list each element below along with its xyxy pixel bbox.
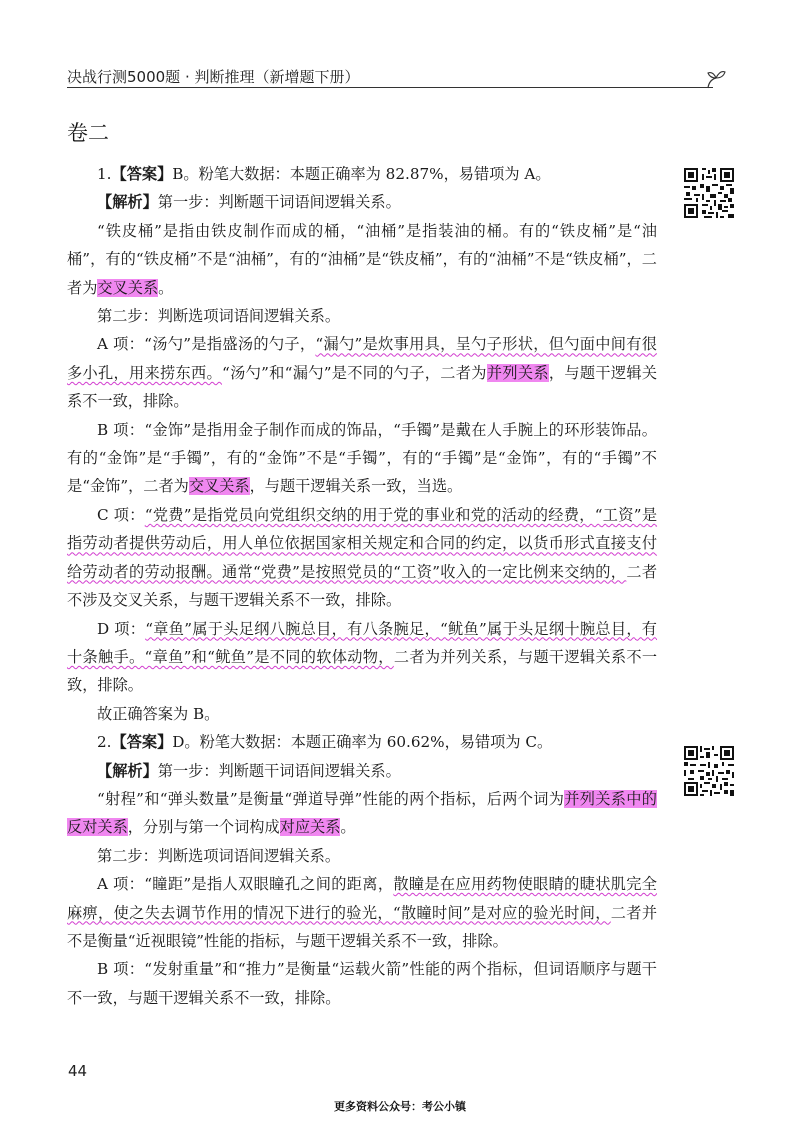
- q1-stem-analysis: “铁皮桶”是指由铁皮制作而成的桶，“油桶”是指装油的桶。有的“铁皮桶”是“油桶”，有的“铁皮桶”不是“油桶”，有的“油桶”是“铁皮桶”，有的“油桶”不是“铁皮桶”，二者为交叉关系。: [67, 221, 657, 297]
- wavy-underline: “党费”是指党员向党组织交纳的用于党的事业和党的活动的经费，“工资”是指劳动者提供劳动后，用人单位依据国家相关规定和合同的约定，以货币形式直接支付给劳动者的劳动报酬。通常“党费”是按照党员的“工资”收入的一定比例来交纳的，: [67, 505, 658, 581]
- highlight: 并列关系中的反对关系: [67, 789, 657, 837]
- answer-tag: 【答案】: [111, 733, 173, 752]
- q2-option-a: A 项：“瞳距”是指人双眼瞳孔之间的距离，散瞳是在应用药物使眼睛的睫状肌完全麻痹，使之失去调节作用的情况下进行的验光，“散瞳时间”是对应的验光时间，二者并不是衡量“近视眼镜”性能的指标，与题干逻辑关系不一致，排除。: [67, 875, 658, 950]
- q1-option-d: D 项：“章鱼”属于头足纲八腕总目，有八条腕足，“鱿鱼”属于头足纲十腕总目，有十条触手。“章鱼”和“鱿鱼”是不同的软体动物，二者为并列关系，与题干逻辑关系不一致，排除。: [67, 619, 657, 695]
- highlight: 对应关系: [279, 818, 341, 837]
- q2-step2: 第二步：判断选项词语间逻辑关系。: [97, 846, 340, 865]
- analysis-tag: 【解析】: [97, 761, 158, 780]
- wavy-underline: “章鱼”属于头足纲八腕总目，有八条腕足，“鱿鱼”属于头足纲十腕总目，有十条触手。“章鱼”和“鱿鱼”是不同的软体动物，: [67, 619, 657, 666]
- q2-stem-analysis: “射程”和“弹头数量”是衡量“弹道导弹”性能的两个指标，后两个词为并列关系中的反对关系，分别与第一个词构成对应关系。: [67, 789, 657, 837]
- running-header: [67, 66, 727, 88]
- book-title: 决战行测5000题 · 判断推理（新增题下册）: [67, 68, 360, 86]
- answer-tag: 【答案】: [111, 165, 173, 183]
- highlight: 交叉关系: [97, 278, 159, 297]
- q1-option-c: C 项：“党费”是指党员向党组织交纳的用于党的事业和党的活动的经费，“工资”是指劳动者提供劳动后，用人单位依据国家相关规定和合同的约定，以货币形式直接支付给劳动者的劳动报酬。通常“党费”是按照党员的“工资”收入的一定比例来交纳的，二者不涉及交叉关系，与题干逻辑关系不一致，排除。: [67, 505, 658, 610]
- page-number: 44: [68, 1062, 88, 1080]
- q2-answer-line: 2.【答案】D。粉笔大数据：本题正确率为 60.62%，易错项为 C。: [97, 733, 553, 752]
- q1-answer-line: 1.【答案】B。粉笔大数据：本题正确率为 82.87%，易错项为 A。: [97, 165, 551, 183]
- highlight: 并列关系: [486, 363, 549, 382]
- q1-step2: 第二步：判断选项词语间逻辑关系。: [97, 307, 340, 326]
- q1-option-b: B 项：“金饰”是指用金子制作而成的饰品，“手镯”是戴在人手腕上的环形装饰品。有的“金饰”是“手镯”，有的“金饰”不是“手镯”，有的“手镯”是“金饰”，有的“手镯”不是“金饰”，二者为交叉关系，与题干逻辑关系一致，当选。: [67, 420, 657, 496]
- section-title: 卷二: [67, 121, 109, 145]
- q1-analysis-line: 【解析】第一步：判断题干词语间逻辑关系。: [97, 193, 401, 212]
- footer-note: 更多资料公众号：考公小镇: [334, 1100, 466, 1113]
- q1-conclusion: 故正确答案为 B。: [97, 704, 220, 723]
- q1-option-a: A 项：“汤勺”是指盛汤的勺子，“漏勺”是炊事用具，呈勺子形状，但勺面中间有很多小孔，用来捞东西。“汤勺”和“漏勺”是不同的勺子，二者为并列关系，与题干逻辑关系不一致，排除。: [67, 335, 657, 411]
- analysis-tag: 【解析】: [97, 193, 158, 212]
- header-rule: [67, 87, 713, 88]
- answer-explanations: [67, 160, 657, 1012]
- qr-code-icon[interactable]: [682, 166, 736, 220]
- highlight: 交叉关系: [188, 477, 250, 496]
- wavy-underline: “漏勺”是炊事用具，呈勺子形状，但勺面中间有很多小孔，用来捞东西。: [67, 335, 657, 382]
- sprout-icon: [705, 68, 727, 90]
- q2-analysis-line: 【解析】第一步：判断题干词语间逻辑关系。: [97, 761, 401, 780]
- q2-option-b: B 项：“发射重量”和“推力”是衡量“运载火箭”性能的两个指标，但词语顺序与题干不一致，与题干逻辑关系不一致，排除。: [67, 960, 657, 1007]
- wavy-underline: 散瞳是在应用药物使眼睛的睫状肌完全麻痹，使之失去调节作用的情况下进行的验光，“散瞳时间”是对应的验光时间，: [67, 875, 657, 922]
- qr-code-icon[interactable]: [682, 744, 736, 798]
